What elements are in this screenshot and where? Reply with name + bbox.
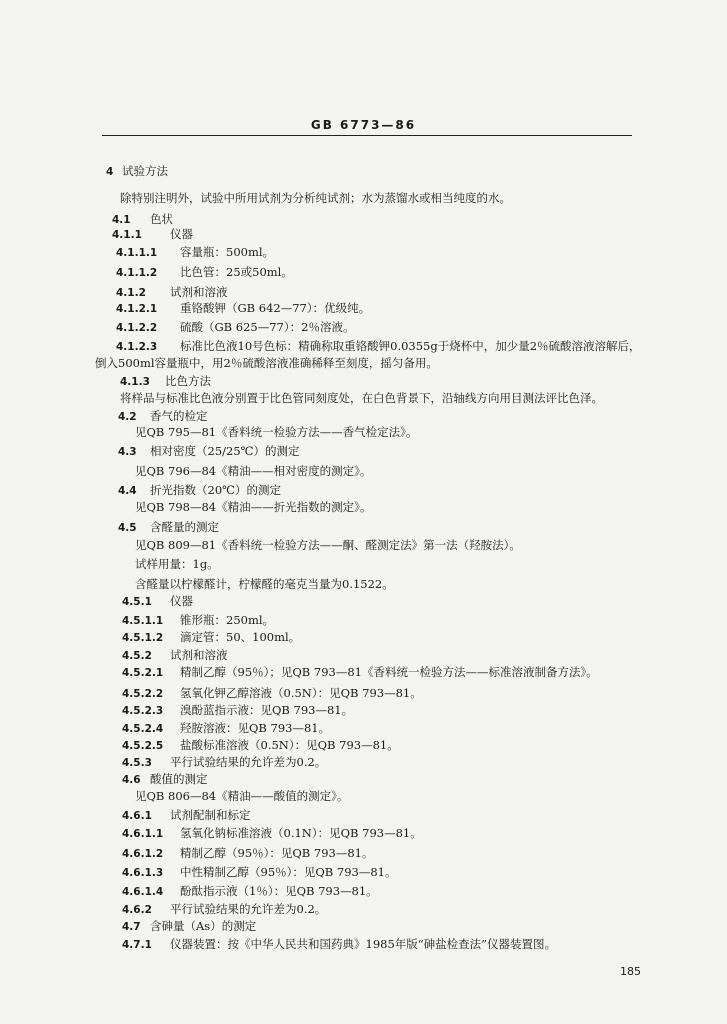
line-text: 试剂和溶液 — [170, 648, 228, 662]
line-text: 仪器 — [170, 594, 193, 608]
line-text: 含砷量（As）的测定 — [150, 919, 257, 933]
line-text: 盐酸标准溶液（0.5N）：见QB 793—81。 — [180, 738, 399, 752]
text-line — [122, 719, 330, 737]
section-number: 4.1.1 — [112, 229, 142, 241]
line-text: 见QB 809—81《香料统一检验方法——酮、醛测定法》第一法（羟胺法）。 — [135, 538, 521, 552]
text-line — [122, 646, 228, 664]
section-number: 4.5.2 — [122, 650, 152, 662]
line-text: 精制乙醇（95％）：见QB 793—81。 — [180, 846, 374, 860]
line-text: 羟胺溶液：见QB 793—81。 — [180, 721, 331, 735]
line-text: 锥形瓶：250ml。 — [180, 613, 275, 627]
section-number: 4.6 — [122, 774, 141, 786]
line-text: 除特别注明外，试验中所用试剂为分析纯试剂；水为蒸馏水或相当纯度的水。 — [120, 191, 511, 205]
text-line — [116, 337, 641, 355]
line-text: 酸值的测定 — [150, 772, 208, 786]
section-number: 4.1.2 — [116, 287, 146, 299]
line-text: 比色管：25或50ml。 — [180, 265, 293, 279]
section-number: 4.7.1 — [122, 939, 152, 951]
section-number: 4.5.1.2 — [122, 632, 164, 644]
line-text: 见QB 796—84《精油——相对密度的测定》。 — [135, 464, 372, 478]
line-text: 标准比色液10号色标：精确称取重铬酸钾0.0355g于烧杯中，加少量2％硫酸溶液溶解后， — [180, 339, 641, 353]
line-text: 试样用量：1g。 — [135, 557, 219, 571]
section-number: 4.5.2.1 — [122, 667, 164, 679]
line-text: 平行试验结果的允许差为0.2。 — [170, 902, 327, 916]
line-text: 含醛量的测定 — [150, 520, 219, 534]
line-text: 氢氧化钾乙醇溶液（0.5N）：见QB 793—81。 — [180, 686, 422, 700]
line-text: 酚酞指示液（1％）：见QB 793—81。 — [180, 884, 378, 898]
text-line — [122, 917, 256, 935]
line-text: 重铬酸钾（GB 642—77）：优级纯。 — [180, 301, 371, 315]
section-number: 4.3 — [118, 446, 137, 458]
section-number: 4.5.3 — [122, 757, 152, 769]
section-number: 4.1 — [112, 214, 131, 226]
text-line — [135, 498, 371, 516]
text-line — [122, 684, 422, 702]
text-line — [120, 189, 511, 207]
text-line — [116, 243, 274, 261]
text-line — [118, 518, 219, 536]
text-line — [118, 442, 300, 460]
section-number: 4.5.1 — [122, 596, 152, 608]
section-number: 4.7 — [122, 921, 141, 933]
section-number: 4.6.1.4 — [122, 886, 164, 898]
section-number: 4.6.1.2 — [122, 848, 164, 860]
section-number: 4.5 — [118, 522, 137, 534]
text-line — [116, 263, 293, 281]
section-number: 4.5.1.1 — [122, 615, 164, 627]
line-text: 见QB 798—84《精油——折光指数的测定》。 — [135, 500, 372, 514]
section-number: 4.6.1.1 — [122, 828, 164, 840]
line-text: 滴定管：50、100ml。 — [180, 630, 301, 644]
line-text: 比色方法 — [165, 374, 211, 388]
line-text: 折光指数（20℃）的测定 — [150, 483, 281, 497]
text-line — [122, 844, 374, 862]
header-rule — [102, 135, 632, 136]
page-number: 185 — [620, 965, 641, 978]
section-number: 4.5.2.2 — [122, 688, 164, 700]
text-line — [135, 462, 371, 480]
line-text: 试验方法 — [122, 164, 168, 178]
text-line — [95, 354, 438, 372]
text-line — [122, 753, 326, 771]
line-text: 倒入500ml容量瓶中，用2％硫酸溶液准确稀释至刻度，摇匀备用。 — [95, 356, 438, 370]
section-number: 4.1.1.1 — [116, 247, 158, 259]
text-line — [106, 162, 168, 180]
line-text: 溴酚蓝指示液：见QB 793—81。 — [180, 703, 354, 717]
text-line — [118, 481, 281, 499]
text-line — [135, 555, 219, 573]
line-text: 试剂和溶液 — [170, 285, 228, 299]
text-line — [122, 611, 274, 629]
section-number: 4.5.2.5 — [122, 740, 164, 752]
text-line — [122, 663, 598, 681]
section-number: 4.2 — [118, 411, 137, 423]
section-number: 4.1.1.2 — [116, 267, 158, 279]
line-text: 香气的检定 — [150, 409, 208, 423]
section-number: 4.1.2.1 — [116, 303, 158, 315]
line-text: 仪器 — [170, 227, 193, 241]
text-line — [122, 701, 353, 719]
text-line — [120, 372, 211, 390]
line-text: 含醛量以柠檬醛计，柠檬醛的毫克当量为0.1522。 — [135, 577, 394, 591]
line-text: 平行试验结果的允许差为0.2。 — [170, 755, 327, 769]
text-line — [122, 900, 326, 918]
line-text: 中性精制乙醇（95％）：见QB 793—81。 — [180, 865, 397, 879]
line-text: 见QB 806—84《精油——酸值的测定》。 — [135, 789, 349, 803]
line-text: 仪器装置：按《中华人民共和国药典》1985年版“砷盐检查法”仪器装置图。 — [170, 937, 557, 951]
text-line — [116, 318, 354, 336]
line-text: 氢氧化钠标准溶液（0.1N）：见QB 793—81。 — [180, 826, 422, 840]
text-line — [122, 770, 208, 788]
text-line — [122, 592, 193, 610]
section-number: 4.6.1.3 — [122, 867, 164, 879]
line-text: 色状 — [150, 212, 173, 226]
text-line — [122, 736, 399, 754]
line-text: 试剂配制和标定 — [170, 808, 251, 822]
section-number: 4.4 — [118, 485, 137, 497]
line-text: 相对密度（25/25℃）的测定 — [150, 444, 300, 458]
text-line — [122, 882, 378, 900]
text-line — [116, 299, 370, 317]
text-line — [135, 787, 348, 805]
line-text: 容量瓶：500ml。 — [180, 245, 275, 259]
text-line — [122, 806, 251, 824]
line-text: 硫酸（GB 625—77）：2％溶液。 — [180, 320, 355, 334]
line-text: 见QB 795—81《香料统一检验方法——香气检定法》。 — [135, 425, 418, 439]
text-line — [122, 824, 422, 842]
section-number: 4 — [106, 166, 114, 178]
text-line — [122, 863, 397, 881]
text-line — [122, 935, 556, 953]
section-number: 4.6.2 — [122, 904, 152, 916]
text-line — [120, 389, 603, 407]
text-line — [135, 536, 521, 554]
section-number: 4.1.2.2 — [116, 322, 158, 334]
text-line — [122, 628, 300, 646]
text-line — [135, 423, 417, 441]
text-line — [135, 575, 394, 593]
line-text: 精制乙醇（95％）；见QB 793—81《香料统一检验方法——标准溶液制备方法》。 — [180, 665, 598, 679]
section-number: 4.6.1 — [122, 810, 152, 822]
section-number: 4.1.2.3 — [116, 341, 158, 353]
section-number: 4.5.2.4 — [122, 723, 164, 735]
text-line — [112, 225, 193, 243]
line-text: 将样品与标准比色液分别置于比色管同刻度处，在白色背景下，沿轴线方向用目测法评比色泽。 — [120, 391, 603, 405]
page-header: GB 6773—86 — [310, 118, 417, 132]
section-number: 4.1.3 — [120, 376, 150, 388]
section-number: 4.5.2.3 — [122, 705, 164, 717]
